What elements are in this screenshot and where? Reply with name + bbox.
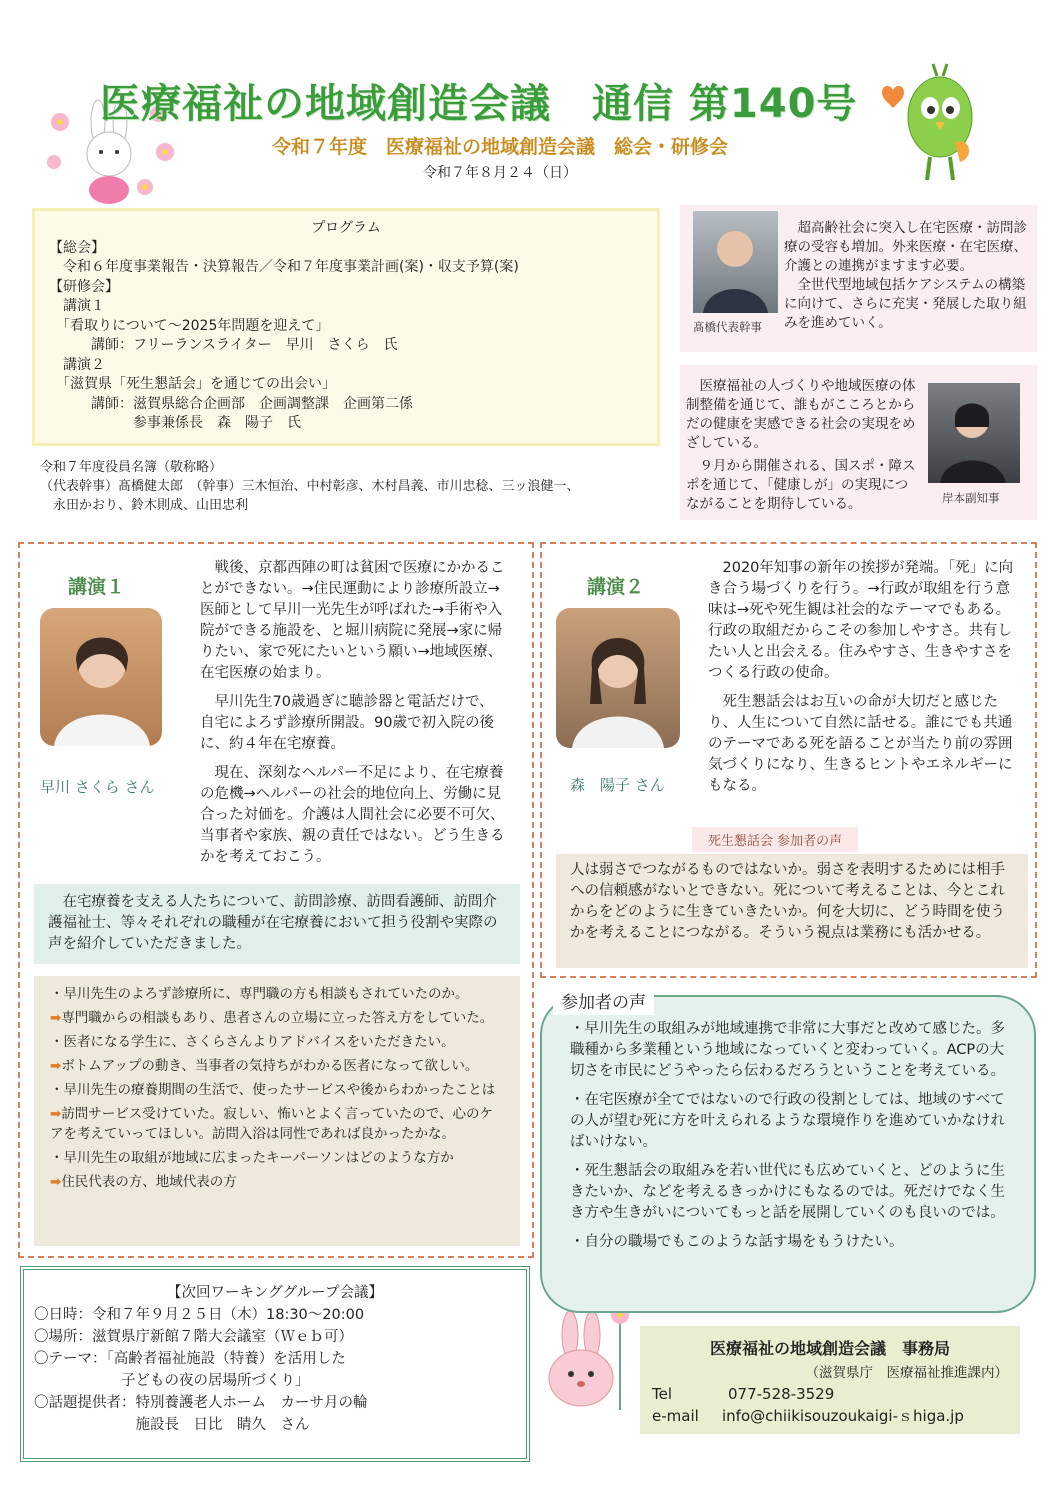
greeting-vice-governor — [680, 365, 1037, 520]
voice-box — [556, 854, 1028, 968]
program-line: 講演２ — [49, 356, 105, 373]
qa-answer — [50, 1056, 504, 1076]
working-group-line: 〇話題提供者：特別養護老人ホーム カーサ月の輪 — [34, 1395, 368, 1411]
qa-question: ・早川先生のよろず診療所に、専門職の方も相談もされていたのか。 — [50, 986, 469, 1002]
qa-question: ・早川先生の取組が地域に広まったキーパーソンはどのような方か — [50, 1150, 454, 1166]
working-group-box — [20, 1266, 530, 1462]
qa-answer — [50, 1172, 504, 1192]
vice-governor-caption: 岸本副知事 — [942, 491, 1000, 505]
vice-governor-photo — [928, 383, 1020, 483]
program-line: 参事兼係長 森 陽子 氏 — [49, 415, 301, 431]
qa-answer — [50, 1008, 504, 1028]
lecture1-paragraph: 早川先生70歳過ぎに聴診器と電話だけで、自宅によろず診療所開設。90歳で初入院の後に、約４年在宅療養。 — [200, 694, 494, 752]
working-group-line: 〇場所：滋賀県庁新館７階大会議室（Ｗｅｂ可） — [34, 1329, 353, 1345]
working-group-line: 〇日時：令和７年９月２５日（木）18:30～20:00 — [34, 1307, 365, 1323]
lecture1-speaker-photo — [40, 608, 162, 746]
lecture1-body — [200, 558, 508, 868]
qa-answer-text: 住民代表の方、地域代表の方 — [61, 1174, 237, 1190]
email-link[interactable]: info@chiikisouzoukaigi-ｓhiga.jp — [722, 1407, 964, 1425]
tel-number: 077-528-3529 — [728, 1385, 835, 1403]
working-group-line: 子どもの夜の居場所づくり」 — [34, 1373, 310, 1389]
lecture1-panel — [18, 542, 534, 1258]
lecture1-qa — [34, 976, 520, 1246]
working-group-line: 〇テーマ：「高齢者福祉施設（特養）を活用した — [34, 1351, 346, 1367]
officers-list — [40, 458, 670, 515]
program-heading: プログラム — [311, 220, 381, 236]
mascot-bird-illustration — [875, 62, 985, 187]
qa-answer-text: 訪問サービス受けていた。寂しい、怖いとよく言っていたので、心のケアを考えていってほしい。訪問入浴は同性であれば良かったかな。 — [50, 1106, 494, 1142]
voice-label-tab: 死生懇話会 参加者の声 — [692, 827, 858, 852]
representative-photo — [693, 211, 778, 313]
program-line: 【総会】 — [49, 239, 105, 256]
lecture1-intro-text: 在宅療養を支える人たちについて、訪問診療、訪問看護師、訪問介護福祉士、等々それぞれの職種が在宅療養において担う役割や実際の声を紹介していただきました。 — [48, 894, 498, 952]
event-date: 令和７年８月２４（日） — [423, 165, 577, 181]
program-box — [32, 208, 660, 446]
tel-label: Tel — [652, 1385, 673, 1403]
greeting-paragraph: 医療福祉の人づくりや地域医療の体制整備を通じて、誰もがこころとからだの健康を実感できる社会の実現をめざしている。 — [686, 378, 916, 451]
greeting-text — [784, 219, 1029, 333]
working-group-line: 施設長 日比 睛久 さん — [34, 1417, 310, 1433]
program-line: 「看取りについて～2025年問題を迎えて」 — [49, 317, 330, 334]
program-line: 「滋賀県「死生懇話会」を通じての出会い」 — [49, 376, 336, 392]
qa-answer — [50, 1104, 504, 1144]
program-line: 講師：滋賀県総合企画部 企画調整課 企画第二係 — [49, 395, 413, 412]
lecture2-body — [708, 558, 1016, 797]
arrow-right-icon: ➡ — [50, 1058, 62, 1074]
participants-heading: 参加者の声 — [553, 986, 654, 1015]
program-line: 講師：フリーランスライター 早川 さくら 氏 — [49, 337, 398, 353]
arrow-right-icon: ➡ — [50, 1174, 62, 1190]
participants-panel — [540, 995, 1036, 1313]
lecture1-speaker-name: 早川 さくら さん — [40, 778, 155, 796]
arrow-right-icon: ➡ — [50, 1106, 62, 1122]
lecture2-speaker-photo — [556, 608, 680, 748]
arrow-right-icon: ➡ — [50, 1010, 62, 1026]
office-contact-box — [640, 1326, 1020, 1434]
event-subtitle: 令和７年度 医療福祉の地域創造会議 総会・研修会 — [271, 136, 728, 158]
lecture2-paragraph: 2020年知事の新年の挨拶が発端。「死」に向き合う場づくりを行う。→行政が取組を行う意味は→死や死生観は社会的なテーマでもある。行政の取組だからこその参加しやすさ。共有したい人と出会える。住みやすさ、生きやすさをつくる行政の使命。 — [708, 560, 1014, 681]
office-tel-row — [652, 1385, 1008, 1403]
office-title: 医療福祉の地域創造会議 事務局 — [709, 1339, 950, 1358]
officers-line: （代表幹事）髙橋健太郎 （幹事）三木恒治、中村彰彦、木村昌義、市川忠稔、三ッ浪健一、 — [40, 479, 580, 494]
greeting-representative — [680, 205, 1037, 352]
lecture1-paragraph: 戦後、京都西陣の町は貧困で医療にかかることができない。→住民運動により診療所設立→医師として早川一光先生が呼ばれた→手術や入院ができる施設を、と堀川病院に発展→家に帰りたい、家で死にたいという願い→地域医療、在宅医療の始まり。 — [200, 560, 505, 681]
greeting-paragraph: ９月から開催される、国スポ・障スポを通じて、「健康しが」の実現につながることを期待している。 — [686, 458, 916, 512]
lecture2-panel — [540, 542, 1037, 978]
qa-question: ・早川先生の療養期間の生活で、使ったサービスや後からわかったことは — [50, 1082, 496, 1098]
participant-comment: ・死生懇話会の取組みを若い世代にも広めていくと、どのように生きたいか、などを考えるきっかけにもなるのでは。死だけでなく生き方や生きがいについてもっと話を展開していくのも良いのでは。 — [570, 1163, 1005, 1221]
greeting-paragraph: 全世代型地域包括ケアシステムの構築に向けて、さらに充実・発展した取り組みを進めていく。 — [784, 277, 1027, 331]
participant-comment: ・在宅医療が全てではないので行政の役割としては、地域のすべての人が望む死に方を叶えられるような環境作りを進めていかなければいけない。 — [570, 1092, 1005, 1150]
working-group-heading: 【次回ワーキンググループ会議】 — [167, 1285, 383, 1301]
qa-answer-text: 専門職からの相談もあり、患者さんの立場に立った答え方をしていた。 — [61, 1010, 494, 1026]
program-line: 講演１ — [49, 298, 105, 314]
participant-comment: ・早川先生の取組みが地域連携で非常に大事だと改めて感じた。多職種から多業種という地域になっていくと変わっていく。ACPの大切さを市民にどうやったら伝わるだろうということを考えている。 — [570, 1021, 1005, 1079]
program-line: 令和６年度事業報告・決算報告／令和７年度事業計画(案)・収支予算(案) — [49, 259, 519, 275]
greeting-paragraph: 超高齢社会に突入し在宅医療・訪問診療の受容も増加。外来医療・在宅医療、介護との連携がますます必要。 — [784, 220, 1027, 274]
lecture2-paragraph: 死生懇話会はお互いの命が大切だと感じたり、人生について自然に話せる。誰にでも共通のテーマである死を語ることが当たり前の雰囲気づくりになり、生きるヒントやエネルギーにもなる。 — [708, 694, 1013, 794]
program-line: 【研修会】 — [49, 278, 119, 295]
officers-line: 永田かおり、鈴木則成、山田忠利 — [40, 498, 249, 513]
lecture2-speaker-name: 森 陽子 さん — [570, 776, 665, 794]
qa-question: ・医者になる学生に、さくらさんよりアドバイスをいただきたい。 — [50, 1034, 455, 1050]
lecture1-intro — [34, 884, 520, 964]
lecture2-heading: 講演２ — [587, 576, 645, 598]
participant-comment: ・自分の職場でもこのような話す場をもうけたい。 — [570, 1234, 904, 1250]
greeting-text — [686, 377, 918, 514]
representative-caption: 髙橋代表幹事 — [693, 320, 762, 334]
rabbit-flower-illustration-bottom — [540, 1300, 640, 1425]
email-label: e-mail — [652, 1407, 699, 1425]
qa-answer-text: ボトムアップの動き、当事者の気持ちがわかる医者になって欲しい。 — [61, 1058, 479, 1074]
lecture1-heading: 講演１ — [68, 576, 126, 598]
voice-text: 人は弱さでつながるものではないか。弱さを表明するためには相手への信頼感がないとできない。死について考えることは、今とこれからをどのように生きていきたいか。何を大切に、どう時間を使うかを考えることにつながる。そういう視点は業務にも活かせる。 — [570, 862, 1005, 941]
newsletter-title: 医療福祉の地域創造会議 通信 第140号 — [100, 81, 858, 127]
lecture1-paragraph: 現在、深刻なヘルパー不足により、在宅療養の危機→ヘルパーの社会的地位向上、労働に見合った対価を。介護は人間社会に必要不可欠、当事者や家族、親の責任ではない。どう生きるかを考えておこう。 — [200, 765, 505, 865]
office-department: （滋賀県庁 医療福祉推進課内） — [805, 1365, 1008, 1381]
officers-heading: 令和７年度役員名簿（敬称略） — [40, 460, 223, 475]
office-email-row — [652, 1405, 1008, 1426]
